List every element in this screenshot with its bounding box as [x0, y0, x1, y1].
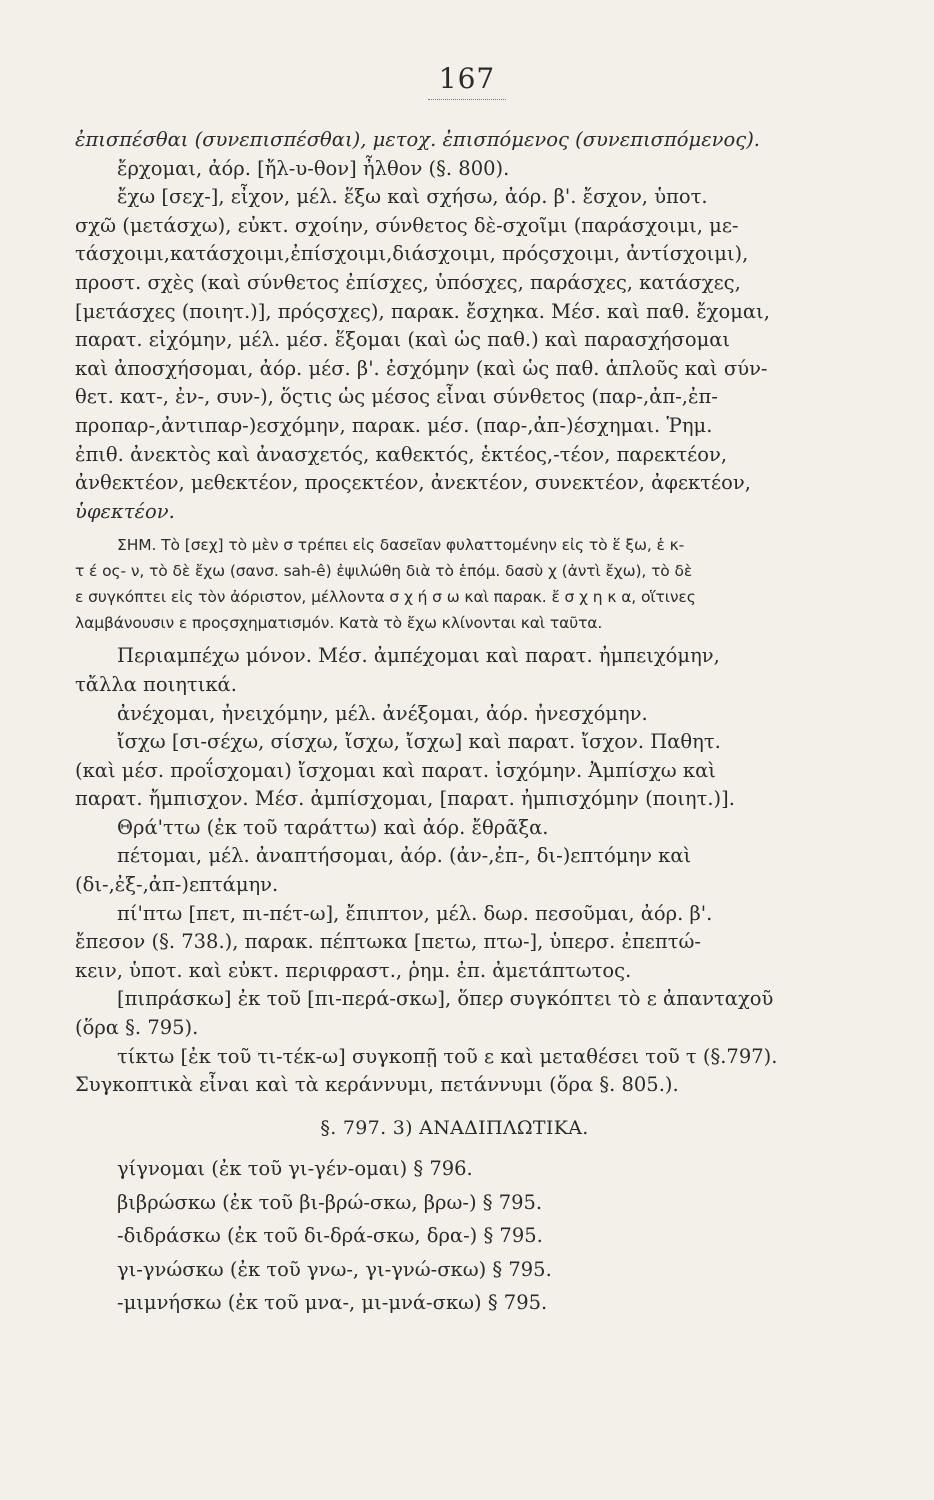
text-line: κειν, ὑποτ. καὶ εὐκτ. περιφραστ., ῥημ. ἐπ. ἀμετάπτωτος.	[75, 958, 632, 982]
text-line: ἔχω [σεχ-], εἶχον, μέλ. ἕξω καὶ σχήσω, ἀόρ. β'. ἔσχον, ὑποτ.	[117, 185, 708, 209]
text-line: ἔπεσον (§. 738.), παρακ. πέπτωκα [πετω, πτω-], ὑπερσ. ἐπεπτώ-	[75, 930, 701, 954]
text-line: [πιπράσκω] ἐκ τοῦ [πι-περά-σκω], ὅπερ συγκόπτει τὸ ε ἀπανταχοῦ	[117, 987, 774, 1011]
text-line: (καὶ μέσ. προΐσχομαι) ἴσχομαι καὶ παρατ. ἰσχόμην. Ἀμπίσχω καὶ	[75, 758, 716, 782]
text-line: παρατ. εἰχόμην, μέλ. μέσ. ἕξομαι (καὶ ὡς παθ.) καὶ παρασχήσομαι	[75, 328, 731, 352]
text-line: προπαρ-,ἀντιπαρ-)εσχόμην, παρακ. μέσ. (παρ-,ἀπ-)έσχημαι. Ῥημ.	[75, 413, 713, 437]
page-header	[0, 62, 934, 101]
text-line: σχῶ (μετάσχω), εὐκτ. σχοίην, σύνθετος δὲ-σχοῖμι (παράσχοιμι, με-	[75, 213, 739, 237]
text-line: καὶ ἀποσχήσομαι, ἀόρ. μέσ. β'. ἐσχόμην (καὶ ὡς παθ. ἁπλοῦς καὶ σύν-	[75, 356, 768, 380]
text-line: Συγκοπτικὰ εἶναι καὶ τὰ κεράννυμι, πετάννυμι (ὅρα §. 805.).	[75, 1073, 679, 1097]
text-line: ἴσχω [σι-σέχω, σίσχω, ἴσχω, ἴσχω] καὶ παρατ. ἴσχον. Παθητ.	[117, 730, 721, 754]
page-number: 167	[438, 62, 496, 95]
text-line: ἐπισπέσθαι (συνεπισπέσθαι), μετοχ. ἐπισπόμενος (συνεπισπόμενος).	[75, 128, 760, 151]
text-line: (δι-,ἐξ-,ἀπ-)επτάμην.	[75, 873, 279, 897]
note-block	[75, 532, 834, 636]
example-line: γίγνομαι (ἐκ τοῦ γι-γέν-ομαι) § 796.	[117, 1157, 473, 1181]
text-line: τἄλλα ποιητικά.	[75, 672, 237, 696]
example-line: -μιμνήσκω (ἐκ τοῦ μνα-, μι-μνά-σκω) § 795.	[117, 1291, 548, 1315]
text-line: ὑφεκτέον.	[75, 499, 175, 523]
text-line: ἔρχομαι, ἀόρ. [ἤλ-υ-θον] ἦλθον (§. 800).	[117, 156, 510, 180]
text-line: θετ. κατ-, ἐν-, συν-), ὅςτις ὡς μέσος εἶναι σύνθετος (παρ-,ἀπ-,ἐπ-	[75, 385, 718, 409]
text-line: ἀνέχομαι, ἠνειχόμην, μέλ. ἀνέξομαι, ἀόρ. ἠνεσχόμην.	[117, 701, 648, 725]
text-line: [μετάσχες (ποιητ.)], πρόςσχες), παρακ. ἔσχηκα. Μέσ. καὶ παθ. ἔχομαι,	[75, 299, 770, 323]
note-line: τ έ ος- ν, τὸ δὲ ἔχω (σανσ. sah-ê) ἐψιλώθη διὰ τὸ ἑπόμ. δασὺ χ (ἀντὶ ἔχω), τὸ δὲ	[75, 562, 693, 581]
header-rule	[428, 99, 506, 101]
text-line: Περιαμπέχω μόνον. Μέσ. ἀμπέχομαι καὶ παρατ. ἠμπειχόμην,	[117, 644, 720, 668]
example-line: -διδράσκω (ἐκ τοῦ δι-δρά-σκω, δρα-) § 795.	[117, 1224, 543, 1248]
note-line: ΣΗΜ. Τὸ [σεχ] τὸ μὲν σ τρέπει εἰς δασεῖαν φυλαττομένην εἰς τὸ ἕ ξω, ἑ κ-	[117, 536, 685, 555]
text-line: πί'πτω [πετ, πι-πέτ-ω], ἔπιπτον, μέλ. δωρ. πεσοῦμαι, ἀόρ. β'.	[117, 901, 713, 925]
text-line: ἀνθεκτέον, μεθεκτέον, προςεκτέον, ἀνεκτέον, συνεκτέον, ἀφεκτέον,	[75, 471, 751, 495]
note-line: λαμβάνουσιν ε προςσχηματισμόν. Κατὰ τὸ ἔχω κλίνονται καὶ ταῦτα.	[75, 614, 603, 633]
example-line: γι-γνώσκω (ἐκ τοῦ γνω-, γι-γνώ-σκω) § 795.	[117, 1257, 552, 1281]
page-body	[75, 126, 834, 1320]
text-line: προστ. σχὲς (καὶ σύνθετος ἐπίσχες, ὑπόσχες, παράσχες, κατάσχες,	[75, 270, 741, 294]
text-line: τίκτω [ἐκ τοῦ τι-τέκ-ω] συγκοπῇ τοῦ ε καὶ μεταθέσει τοῦ τ (§.797).	[117, 1044, 778, 1068]
note-line: ε συγκόπτει εἰς τὸν ἀόριστον, μέλλοντα σ χ ή σ ω καὶ παρακ. ἔ σ χ η κ α, οἵτινες	[75, 588, 696, 607]
example-line: βιβρώσκω (ἐκ τοῦ βι-βρώ-σκω, βρω-) § 795.	[117, 1190, 543, 1214]
section-heading: §. 797. 3) ΑΝΑΔΙΠΛΩΤΙΚΑ.	[320, 1116, 589, 1139]
text-line: ἐπιθ. ἀνεκτὸς καὶ ἀνασχετός, καθεκτός, ἑκτέος,-τέον, παρεκτέον,	[75, 442, 728, 466]
text-line: τάσχοιμι,κατάσχοιμι,ἐπίσχοιμι,διάσχοιμι, πρόςσχοιμι, ἀντίσχοιμι),	[75, 242, 749, 266]
text-line: πέτομαι, μέλ. ἀναπτήσομαι, ἀόρ. (ἀν-,ἐπ-, δι-)επτόμην καὶ	[117, 844, 692, 868]
text-line: (ὅρα §. 795).	[75, 1016, 199, 1040]
text-line: παρατ. ἤμπισχον. Μέσ. ἀμπίσχομαι, [παρατ. ἠμπισχόμην (ποιητ.)].	[75, 787, 735, 811]
example-list	[75, 1152, 834, 1320]
text-line: Θρά'ττω (ἐκ τοῦ ταράττω) καὶ ἀόρ. ἔθρᾶξα.	[117, 815, 549, 839]
